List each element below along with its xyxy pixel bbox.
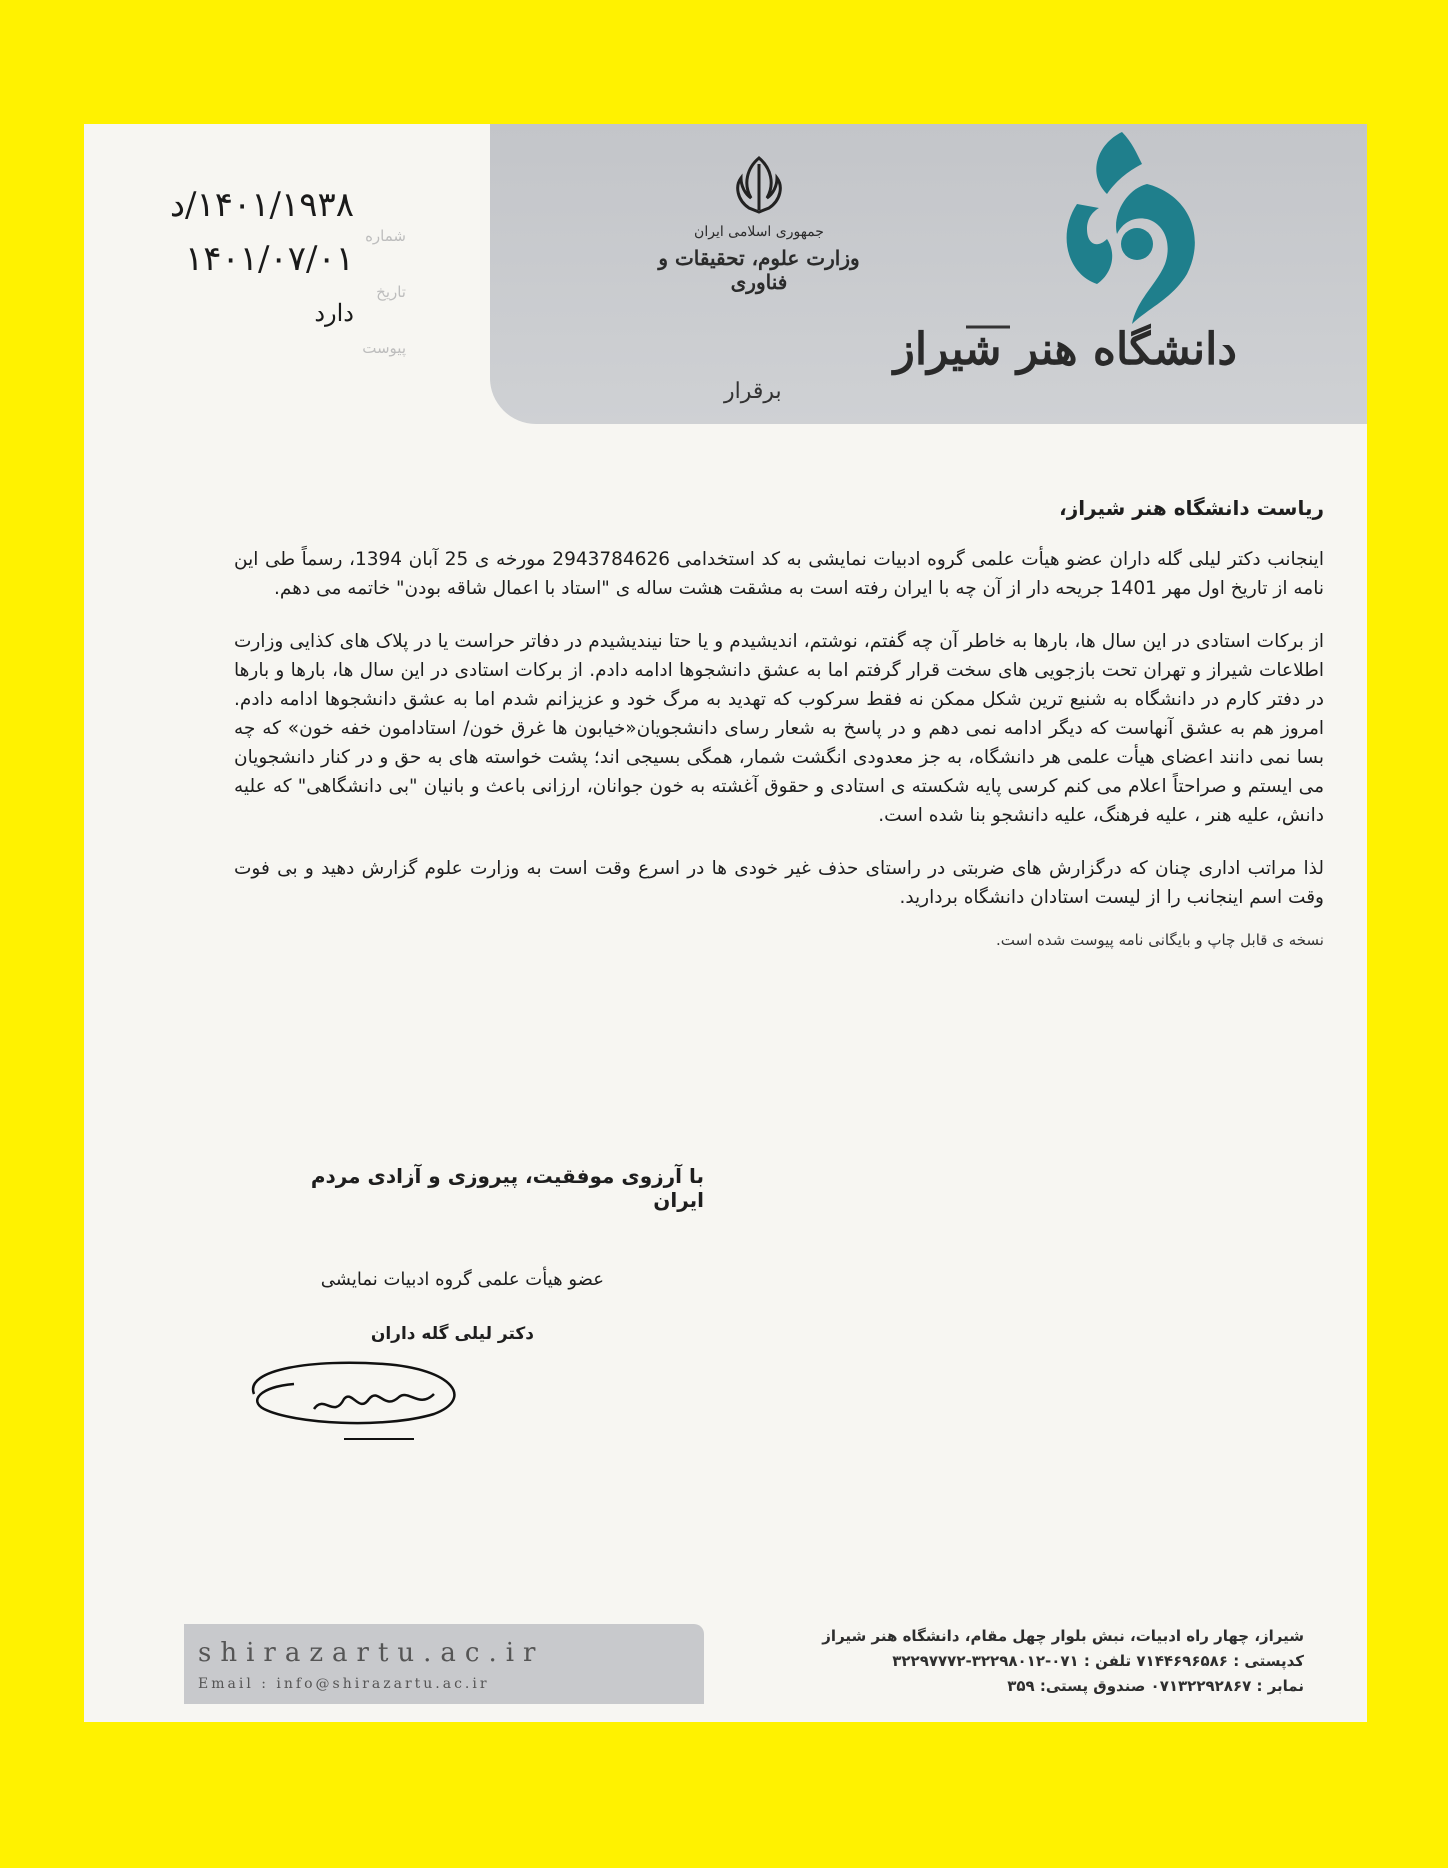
email-link[interactable]: Email : info@shirazartu.ac.ir — [198, 1676, 490, 1692]
reference-labels — [346, 208, 406, 376]
footer-contact-band — [184, 1624, 704, 1704]
attachment-label: پیوست — [362, 339, 406, 357]
handwritten-signature — [234, 1339, 494, 1449]
paragraph-1: اینجانب دکتر لیلی گله داران عضو هیأت علمی گروه ادبیات نمایشی به کد استخدامی 2943784626 مورخه ی 25 آبان 1394، رسماً طی این نامه از تاریخ اول مهر 1401 جریحه دار از آن چه با ایران رفته است به مشقت هشت ساله ی "استاد با اعمال شاقه بودن" خاتمه می دهم. — [234, 549, 1324, 599]
attachment-note: نسخه ی قابل چاپ و بایگانی نامه پیوست شده است. — [996, 931, 1324, 949]
ministry-header — [644, 154, 874, 294]
greeting: ریاست دانشگاه هنر شیراز، — [1059, 496, 1324, 520]
university-logo — [1037, 124, 1227, 424]
paragraph-3: لذا مراتب اداری چنان که درگزارش های ضربتی در راستای حذف غیر خودی ها در اسرع وقت است به وزارت علوم گزارش دهید و بی فوت وقت اسم اینجانب را از لیست استادان دانشگاه بردارید. — [234, 858, 1324, 908]
university-logo-icon — [1037, 124, 1227, 324]
paragraph-2: از برکات استادی در این سال ها، بارها به خاطر آن چه گفتم، نوشتم، اندیشیدم و یا حتا نیندیشیدم در دفاتر حراست یا در پلاک های کذایی وزارت اطلاعات شیراز و تهران تحت بازجویی های سخت قرار گرفتم اما به عشق دانشجوها ادامه دادم. از برکات استادی در این سال ها، بارها و بارها در دفتر کارم در دانشگاه به شنیع ترین شکل ممکن نه فقط سرکوب که تهدید به مرگ خود و عزیزانم شدم اما به عشق دانشجوها ادامه دادم. امروز هم به عشق آنهاست که دیگر ادامه نمی دهم و در پاسخ به شعار رسای دانشجویان«خیابون ها غرق خون/ استادامون خفه خون» که چه بسا نمی دانند اعضای هیأت علمی هر دانشگاه، به جز معدودی انگشت شمار، همگی بسیجی اند؛ پشت خواسته های به حق و در کنار دانشجویان می ایستم و صراحتاً اعلام می کنم کرسی پایه شکسته ی استادی و حقوق آغشته به خون جوانان، ارزانی باعث و بانیان "بی دانشگاهی" که علیه دانش، علیه هنر ، علیه فرهنگ، علیه دانشجو بنا شده است. — [234, 631, 1324, 826]
university-name: دانشگاه هنر شیراز — [893, 324, 1237, 375]
signatory-name: دکتر لیلی گله داران — [370, 1324, 534, 1344]
fax-pobox-line: نمابر : ۰۷۱۳۲۲۹۲۸۶۷ صندوق پستی: ۳۵۹ — [1007, 1677, 1304, 1695]
letter-page — [84, 124, 1367, 1722]
attachment-value: دارد — [314, 299, 354, 327]
letter-body — [234, 494, 1324, 979]
footer-address — [644, 1624, 1304, 1699]
letter-number: ۱۴۰۱/۱۹۳۸/د — [169, 185, 354, 225]
date-label: تاریخ — [376, 283, 406, 301]
letter-date: ۱۴۰۱/۰۷/۰۱ — [184, 239, 354, 279]
address-line: شیراز، چهار راه ادبیات، نبش بلوار چهل مقام، دانشگاه هنر شیراز — [822, 1627, 1304, 1645]
website-link[interactable]: shirazartu.ac.ir — [198, 1638, 545, 1668]
number-label: شماره — [365, 227, 406, 245]
letterhead-band — [490, 124, 1367, 424]
signatory-role: عضو هیأت علمی گروه ادبیات نمایشی — [320, 1269, 604, 1290]
postal-phone-line: کدپستی : ۷۱۴۴۶۹۶۵۸۶ تلفن : ۰۷۱-۳۲۲۹۸۰۱۲-۳۲۲۹۷۷۷۲ — [892, 1652, 1304, 1670]
closing-line: با آرزوی موفقیت، پیروزی و آزادی مردم ایران — [310, 1164, 704, 1212]
republic-label: جمهوری اسلامی ایران — [694, 224, 824, 240]
reference-values — [114, 178, 354, 340]
header-initial-signature: برقرار — [724, 379, 782, 404]
logo-dash-mark — [964, 320, 1012, 334]
ministry-label: وزارت علوم، تحقیقات و فناوری — [658, 246, 860, 294]
iran-emblem-icon — [729, 154, 789, 216]
